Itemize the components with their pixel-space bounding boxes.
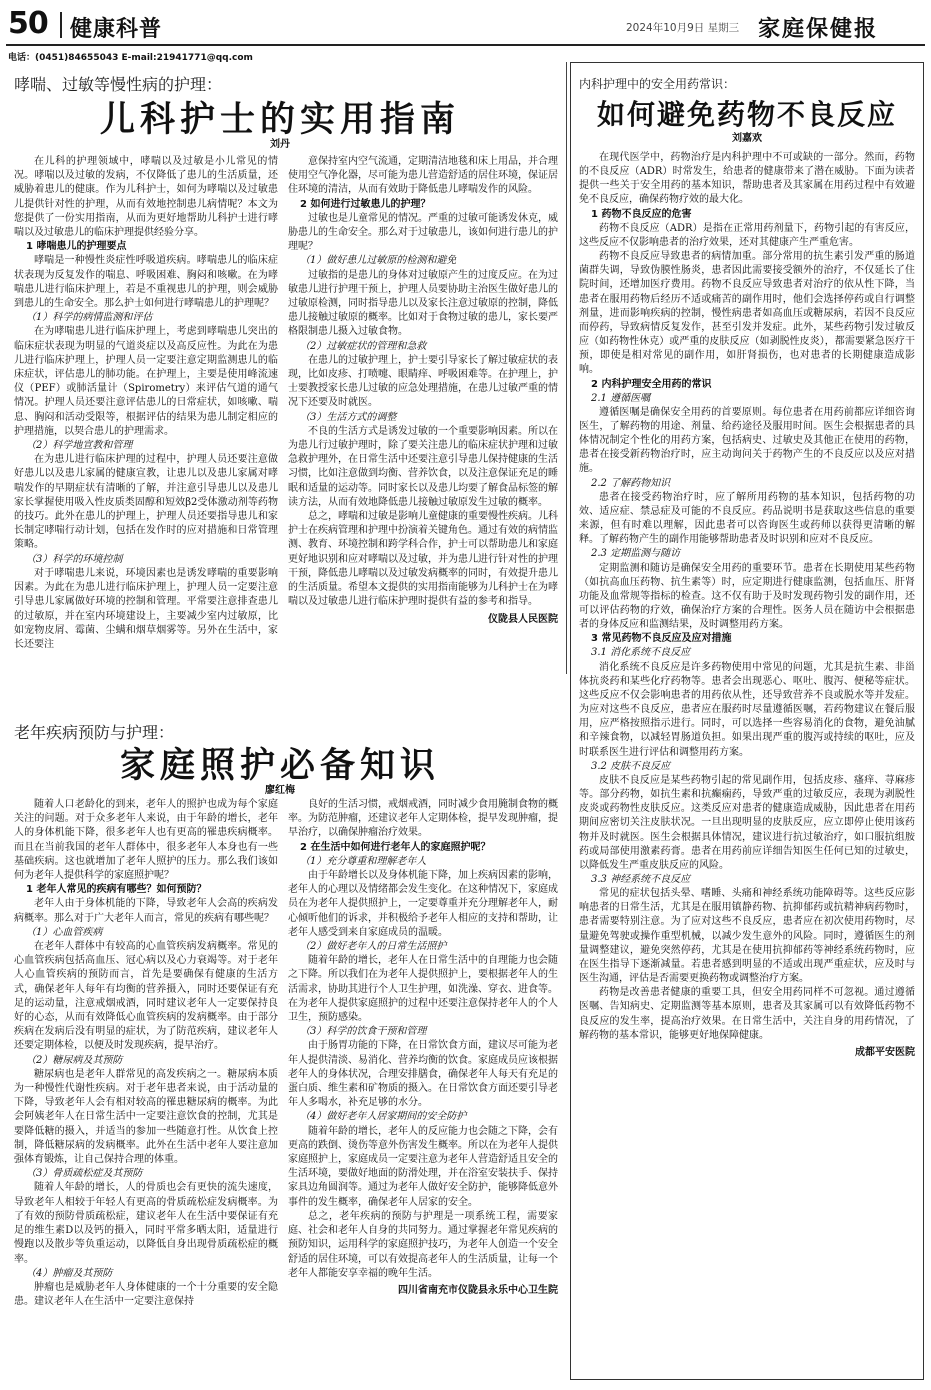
section-heading: 2 内科护理安全用药的常识 xyxy=(591,378,712,390)
paragraph: 常见的症状包括头晕、嗜睡、头痛和神经系统功能障碍等。这些反应影响患者的日常生活，尤其是在服用镇静药物、抗抑郁药或抗精神病药物时，患者需要特别注意。为了应对这些不良反应，患者应在初次使用药物时，尽量避免驾驶或操作重型机械，以减少发生意外的风险。同时，遵循医生的剂量调整建议，避免突然停药，尤其是在使用抗抑郁药等神经系统药物时，应在医生指导下逐渐减量。若患者感到明显的不适或出现严重症状，应及时与医生沟通，评估是否需要更换药物或调整治疗方案。 xyxy=(579,888,915,985)
section-heading: 2 如何进行过敏患儿的护理？ xyxy=(300,198,431,210)
paragraph: 药物不良反应导致患者的病情加重。部分常用的抗生素引发严重的肠道菌群失调，导致伪膜性肠炎，患者因此需要接受额外的治疗，不仅延长了住院时间，还增加医疗费用。药物不良反应导致患者对治疗的依从性下降，当患者在服用药物后经历不适或痛苦的副作用时，他们会选择停药或自行调整剂量，进而影响疾病的控制，慢性病患者如高血压或糖尿病，若因不良反应而停药，导致病情反复发作，甚至引发并发症。此外，某些药物引发过敏反应（如药物性休克）或严重的皮肤反应（如剥脱性皮炎），都需要紧急医疗干预，即使是相对常见的副作用，如肝肾损伤，也对患者的长期健康造成影响。 xyxy=(579,251,915,376)
paragraph: 良好的生活习惯，戒烟戒酒，同时减少食用腌制食物的概率。为防范肿瘤，还建议老年人定期体检，提早发现肿瘤，提早治疗，以确保肿瘤治疗效果。 xyxy=(288,799,558,839)
contact-line: 电话：(0451)84655043 E-mail:21941771@qq.com xyxy=(8,53,253,63)
subsection-heading: 3.3 神经系统不良反应 xyxy=(591,873,691,885)
paragraph: 随着人年龄的增长，人的骨质也会有更快的流失速度，导致老年人相较于年轻人有更高的骨质疏松症发病概率。为了有效的预防骨质疏松症，建议老年人在生活中要保证有充足的维生素D以及钙的摄入，同时平常多晒太阳，适量进行慢跑以及散步等负重运动，以降低自身出现骨质疏松症的概率。 xyxy=(14,1182,278,1265)
author-affiliation: 仪陇县人民医院 xyxy=(488,613,558,625)
paragraph: 老年人由于身体机能的下降，导致老年人会高的疾病发病概率。那么对于广大老年人而言，常见的疾病有哪些呢？ xyxy=(14,898,278,924)
paragraph: 总之，老年疾病的预防与护理是一项系统工程，需要家庭、社会和老年人自身的共同努力。通过掌握老年常见疾病的预防知识，运用科学的家庭照护技巧，为老年人创造一个安全舒适的居住环境，可以有效提高老年人的生活质量，让每一个老年人都能安享幸福的晚年生活。 xyxy=(288,1210,558,1279)
subsection-heading: （4）做好老年人居家期间的安全防护 xyxy=(300,1111,467,1123)
page-number: 50 xyxy=(8,6,48,41)
page-header xyxy=(0,0,931,63)
subsection-heading: 3.1 消化系统不良反应 xyxy=(591,647,691,659)
article2-col2 xyxy=(288,798,558,1386)
article3-author: 刘嘉欢 xyxy=(732,133,762,144)
subsection-heading: （3）科学的饮食干预和管理 xyxy=(300,1026,427,1038)
subsection-heading: （1）做好患儿过敏原的检测和避免 xyxy=(300,255,457,267)
paragraph: 定期监测和随访是确保安全用药的重要环节。患者在长期使用某些药物（如抗高血压药物、抗生素等）时，应定期进行健康监测，包括血压、肝肾功能及血常规等指标的检查。这不仅有助于及时发现药物引发的副作用，还可以评估药物的疗效，确保治疗方案的合理性。医务人员在随访中会根据患者的身体反应和监测结果，及时调整用药方案。 xyxy=(579,562,915,631)
paragraph: 糖尿病也是老年人群常见的高发疾病之一。糖尿病本质为一种慢性代谢性疾病。对于老年患者来说，由于活动量的下降，导致老年人会有相对较高的罹患糖尿病的概率。为此会阿姨老年人在日常生活中一定要注意饮食的控制，尤其是要降低糖的摄入，并适当的参加一些随意打性。从饮食上控制，降低糖尿病的发病概率。此外在生活中老年人要注意加强体育锻炼，让自己保持合理的体重。 xyxy=(14,1068,278,1166)
subsection-heading: （3）生活方式的调整 xyxy=(300,411,397,423)
subsection-heading: （3）骨质疏松症及其预防 xyxy=(26,1168,143,1180)
section-heading: 1 药物不良反应的危害 xyxy=(591,208,692,220)
header-divider xyxy=(60,12,62,38)
subsection-heading: （2）科学地宣教和管理 xyxy=(26,440,133,452)
article2-col1 xyxy=(14,798,278,1386)
paragraph: 随着年龄的增长，老年人在日常生活中的自理能力也会随之下降。所以我们在为老年人提供照护上，要根据老年人的生活需求，协助其进行个人卫生护理，如洗澡、穿衣、进食等。在为老年人提供家庭照护的过程中还要注意保持老年人的个人卫生，预防感染。 xyxy=(288,955,558,1024)
author-affiliation: 四川省南充市仪陇县永乐中心卫生院 xyxy=(398,1284,558,1296)
paragraph: 由于年龄增长以及身体机能下降，加上疾病因素的影响，老年人的心理以及情绪都会发生变化。在这种情况下，家庭成员在为老年人提供照护上，一定要尊重并充分理解老年人，耐心倾听他们的诉求，并积极给予老年人相应的支持和帮助，让老年人感受到来自家庭成员的温暖。 xyxy=(288,870,558,938)
subsection-heading: 3.2 皮肤不良反应 xyxy=(591,760,671,772)
paragraph: 消化系统不良反应是许多药物使用中常见的问题，尤其是抗生素、非甾体抗炎药和某些化疗药物等。患者会出现恶心、呕吐、腹泻、便秘等症状。这些反应不仅会影响患者的用药依从性，还导致营养不良或脱水等并发症。为应对这些不良反应，患者应在服药时尽量遵循医嘱，若药物建议在餐后服用，应严格按照指示进行。同时，可以选择一些容易消化的食物，避免油腻和辛辣食物，以减轻胃肠道负担。如果出现严重的腹泻或持续的呕吐，应及时联系医生进行评估和调整用药方案。 xyxy=(579,661,915,758)
paragraph: 患者在接受药物治疗时，应了解所用药物的基本知识，包括药物的功效、适应症、禁忌症及可能的不良反应。药品说明书是获取这些信息的重要来源，但有时难以理解，因此患者可以咨询医生或药师以获得更清晰的解释。了解药物产生的副作用能够帮助患者及时识别和应对不良反应。 xyxy=(579,491,915,546)
paragraph: 在为患儿进行临床护理的过程中，护理人员还要注意做好患儿以及患儿家属的健康宣教，让患儿以及患儿家属对哮喘发作的早期症状有清晰的了解，并注意引导患儿以及患儿家长掌握使用吸入性皮质类固醇和短效β2受体激动剂等药物的技巧。此外在患儿的护理上，护理人员还要指导患儿和家长制定哮喘行动计划，包括在发作时的应对措施和日常管理策略。 xyxy=(14,454,278,551)
paragraph: 随着年龄的增长，老年人的反应能力也会随之下降，会有更高的跌倒、烫伤等意外伤害发生概率。所以在为老年人提供家庭照护上，家庭成员一定要注意为老年人营造舒适且安全的生活环境，要做好地面的防滑处理，并在浴室安装扶手、保持家具边角圆润等。通过为老年人做好安全防护，能够降低意外事件的发生概率，确保老年人居家的安全。 xyxy=(288,1125,558,1208)
paragraph: 由于肠胃功能的下降，在日常饮食方面，建议尽可能为老年人提供清淡、易消化、营养均衡的饮食。家庭成员应该根据老年人的身体状况，合理安排膳食，确保老年人每天有充足的蛋白质、维生素和矿物质的摄入。在日常饮食方面还要引导老年人多喝水，补充足够的水分。 xyxy=(288,1040,558,1109)
subsection-heading: （2）糖尿病及其预防 xyxy=(26,1054,123,1066)
paragraph: 过敏指的是患儿的身体对过敏原产生的过度反应。在为过敏患儿进行护理干预上，护理人员要协助主治医生做好患儿的过敏原检测，同时指导患儿以及家长注意过敏原的控制，降低患儿接触过敏原的概率。比如对于食物过敏的患儿，家长要严格限制患儿摄入过敏食物。 xyxy=(288,269,558,338)
header-rule xyxy=(6,44,925,46)
subsection-heading: 2.2 了解药物知识 xyxy=(591,477,671,489)
article2-kicker: 老年疾病预防与护理： xyxy=(14,723,175,742)
article3-kicker: 内科护理中的安全用药常识： xyxy=(579,77,736,91)
column-divider xyxy=(566,62,567,674)
section-name: 健康科普 xyxy=(70,17,163,42)
paragraph: 不良的生活方式是诱发过敏的一个重要影响因素。所以在为患儿行过敏护理时，除了要关注患儿的临床症状护理和过敏急救护理外，在日常生活中还要注意引导患儿保持健康的生活习惯，比如注意做到均衡、营养饮食，以及注意保证充足的睡眠和适量的运动等。同时家长以及患儿均要了解食品标签的解读方法，从而有效地降低患儿接触过敏原发生过敏的概率。 xyxy=(288,425,558,508)
paragraph: 过敏也是儿童常见的情况。严重的过敏可能诱发休克，威胁患儿的生命安全。那么对于过敏患儿，该如何进行患儿的护理呢？ xyxy=(288,212,558,253)
subsection-heading: （1）充分尊重和理解老年人 xyxy=(300,855,427,867)
section-heading: 2 在生活中如何进行老年人的家庭照护呢？ xyxy=(300,841,491,853)
subsection-heading: 2.3 定期监测与随访 xyxy=(591,548,681,560)
author-affiliation: 成都平安医院 xyxy=(855,1046,915,1058)
subsection-heading: （2）做好老年人的日常生活照护 xyxy=(300,941,447,953)
article1-col2 xyxy=(288,155,558,693)
paragraph: 总之，哮喘和过敏是影响儿童健康的重要慢性疾病。儿科护士在疾病管理和护理中扮演着关键角色。通过有效的病情监测、教育、环境控制和跨学科合作，护士可以帮助患儿和家庭更好地识别和应对哮喘以及过敏，并为患儿进行针对性的护理干预，降低患儿哮喘以及过敏发病概率的同时，有效提升患儿的生活质量。希望本文提供的实用指南能够为儿科护士在为哮喘以及过敏患儿进行临床护理时提供有益的参考和指导。 xyxy=(288,511,558,608)
section-heading: 1 老年人常见的疾病有哪些？如何预防？ xyxy=(26,884,207,896)
paragraph: 药物是改善患者健康的重要工具，但安全用药同样不可忽视。通过遵循医嘱、告知病史、定期监测等基本原则，患者及其家属可以有效降低药物不良反应的发生率，提高治疗效果。在日常生活中，关注自身的用药情况，了解药物的基本常识，能够更好地保障健康。 xyxy=(579,987,915,1041)
article3-body xyxy=(579,151,915,1375)
paragraph: 随着人口老龄化的到来，老年人的照护也成为每个家庭关注的问题。对于众多老年人来说，由于年龄的增长，老年人的身体机能下降，很多老年人也有更高的罹患疾病概率。而且在当前我国的老年人群体中，很多老年人本身也有一些基础疾病。这也就增加了老年人照护的压力。那么我们该如何为老年人提供科学的家庭照护呢？ xyxy=(14,799,278,882)
paragraph: 意保持室内空气流通，定期清洁地毯和床上用品，并合理使用空气净化器，尽可能为患儿营造舒适的居住环境，保证居住环境的清洁，从而有效助于降低患儿哮喘发作的风险。 xyxy=(288,156,558,196)
article1-col1 xyxy=(14,155,278,693)
article1-title: 儿科护士的实用指南 xyxy=(99,99,460,140)
paper-name: 家庭保健报 xyxy=(758,16,879,42)
subsection-heading: （4）肿瘤及其预防 xyxy=(26,1267,113,1279)
subsection-heading: （1）科学的病情监测和评估 xyxy=(26,312,153,324)
section-heading: 1 哮喘患儿的护理要点 xyxy=(26,241,127,253)
subsection-heading: 2.1 遵循医嘱 xyxy=(591,392,651,404)
article2-author: 廖红梅 xyxy=(265,785,295,796)
subsection-heading: （3）科学的环境控制 xyxy=(26,553,123,565)
article1-kicker: 哮喘、过敏等慢性病的护理： xyxy=(14,75,223,94)
paragraph: 在现代医学中，药物治疗是内科护理中不可或缺的一部分。然而，药物的不良反应（ADR）时常发生，给患者的健康带来了潜在威胁。下面为读者提供一些关于安全用药的基本知识，帮助患者及其家属在用药过程中有效避免不良反应，确保药物疗效的最大化。 xyxy=(579,152,915,206)
paragraph: 肿瘤也是威胁老年人身体健康的一个十分重要的安全隐患。建议老年人在生活中一定要注意保持 xyxy=(14,1281,278,1308)
paragraph: 皮肤不良反应是某些药物引起的常见副作用，包括皮疹、瘙痒、荨麻疹等。部分药物，如抗生素和抗癫痫药，导致严重的过敏反应，表现为剥脱性皮炎或药物性皮肤反应。这类反应对患者的健康造成威胁，因此患者在用药期间应密切关注皮肤状况。一旦出现明显的皮肤反应，应立即停止使用该药物并及时就医。医生会根据具体情况，建议进行抗过敏治疗，如口服抗组胺药或局部使用激素药膏。患者在用药前应详细告知医生任何已知的过敏史，以降低发生严重皮肤反应的风险。 xyxy=(579,774,915,871)
subsection-heading: （1）心血管疾病 xyxy=(26,926,103,938)
paragraph: 在患儿的过敏护理上，护士要引导家长了解过敏症状的表现，比如皮疹、打喷嚏、眼睛痒、呼吸困难等。在护理上，护士要教授家长患儿过敏的应急处理措施，在患儿过敏严重的情况下还要及时就医。 xyxy=(288,354,558,409)
paragraph: 在老年人群体中有较高的心血管疾病发病概率。常见的心血管疾病包括高血压、冠心病以及心力衰竭等。对于老年人心血管疾病的预防而言，首先是要确保有健康的生活方式，确保老年人每年有均衡的营养摄入，同时还要保证有充足的运动量，注意戒烟戒酒，同时建议老年人一定要保持良好的心态，从而有效降低心血管疾病的发病概率。由于部分疾病在发病后没有明显的症状，为了防范疾病，建议老年人还要定期体检，以便及时发现疾病，提早治疗。 xyxy=(14,941,278,1052)
paragraph: 药物不良反应（ADR）是指在正常用药剂量下，药物引起的有害反应，这些反应不仅影响患者的治疗效果，还对其健康产生严重危害。 xyxy=(579,222,915,248)
paragraph: 在儿科的护理领域中，哮喘以及过敏是小儿常见的情况。哮喘以及过敏的发病，不仅降低了患儿的生活质量，还威胁着患儿的健康。作为儿科护士，如何为哮喘以及过敏患儿提供针对性的护理，从而有效地控制患儿病情呢？本文为您提供了一份实用指南，从而为更好地帮助儿科护士进行哮喘以及过敏患儿的临床护理提供经验分享。 xyxy=(14,156,278,239)
section-heading: 3 常见药物不良反应及应对措施 xyxy=(591,633,732,645)
article2-title: 家庭照护必备知识 xyxy=(119,745,440,786)
article3-title: 如何避免药物不良反应 xyxy=(596,98,897,131)
article-safe-medication xyxy=(570,62,924,1380)
paragraph: 遵循医嘱是确保安全用药的首要原则。每位患者在用药前都应详细咨询医生，了解药物的用途、剂量、给药途径及服用时间。医生会根据患者的具体情况制定个性化的用药方案，包括病史、过敏史及其他正在使用的药物，患者在接受新药物治疗时，应主动询问关于药物产生的不良反应以及应对措施。 xyxy=(579,406,915,475)
paragraph: 哮喘是一种慢性炎症性呼吸道疾病。哮喘患儿的临床症状表现为反复发作的喘息、呼吸困难、胸闷和咳嗽。在为哮喘患儿进行临床护理上，若是不重视患儿的护理，则会威胁到患儿的生命安全。那么护士如何进行哮喘患儿的护理呢？ xyxy=(14,255,278,310)
issue-date: 2024年10月9日 星期三 xyxy=(626,22,740,34)
paragraph: 在为哮喘患儿进行临床护理上，考虑到哮喘患儿突出的临床症状表现为明显的气道炎症以及高反应性。为此在为患儿进行临床护理上，护理人员一定要注意定期监测患儿的临床症状，评估患儿的肺功能。在护理上，主要是使用峰流速仪（PEF）或肺活量计（Spirometry）来评估气道的通气情况。护理人员还要注意评估患儿的日常症状，如咳嗽、喘息、胸闷和活动受限等，根据评估的结果为患儿制定相应的护理措施，以契合患儿的护理需求。 xyxy=(14,326,278,437)
subsection-heading: （2）过敏症状的管理和急救 xyxy=(300,340,427,352)
paragraph: 对于哮喘患儿来说，环境因素也是诱发哮喘的重要影响因素。为此在为患儿进行临床护理上，护理人员一定要注意引导患儿家属做好环境的控制和管理。平常要注意排查患儿的过敏原，并在室内环境建设上，主要减少室内过敏原，比如宠物皮屑、霉菌、尘螨和烟草烟雾等。另外在生活中，家长还要注 xyxy=(14,567,278,650)
article1-author: 刘丹 xyxy=(270,139,290,150)
